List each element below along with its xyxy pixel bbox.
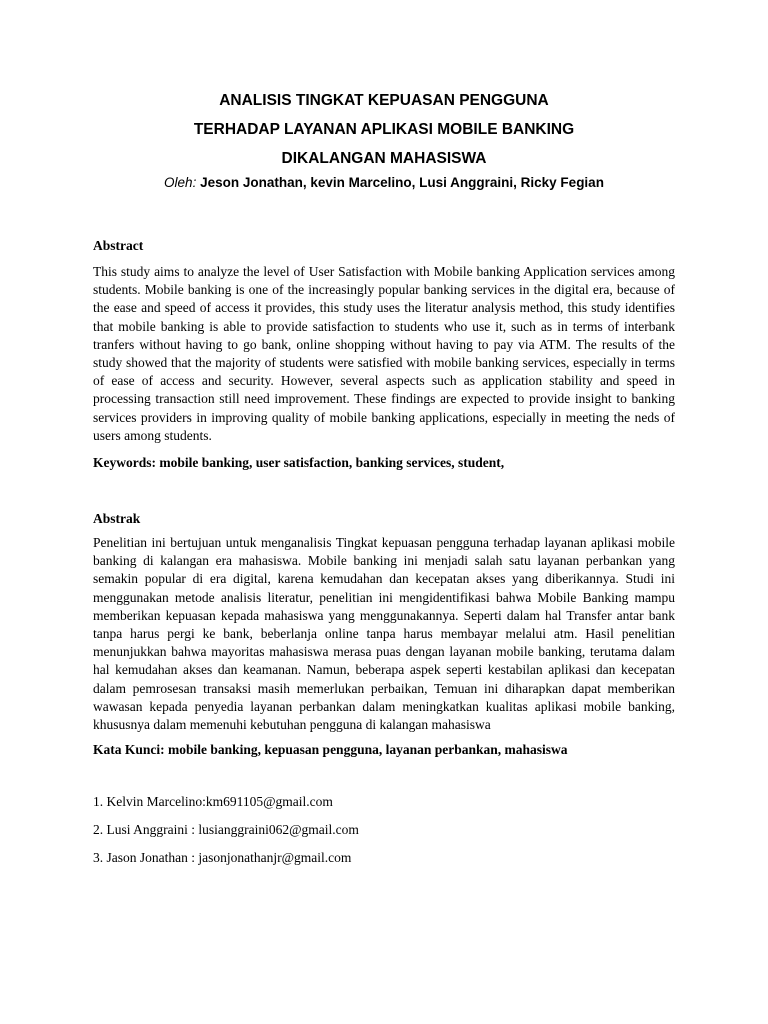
title-line-3: DIKALANGAN MAHASISWA [281,150,487,167]
author-line [93,173,675,193]
abstrak-heading: Abstrak [93,511,141,527]
author-prefix: Oleh: [164,175,197,190]
author-names: Jeson Jonathan, kevin Marcelino, Lusi Anggraini, Ricky Fegian [200,175,604,190]
abstract-heading: Abstract [93,238,144,253]
title-line-1: ANALISIS TINGKAT KEPUASAN PENGGUNA [219,92,549,109]
title-line-2: TERHADAP LAYANAN APLIKASI MOBILE BANKING [193,121,575,138]
contact-item-1: 1. Kelvin Marcelino:km691105@gmail.com [93,794,333,810]
paper-title [93,86,675,173]
keywords: Keywords: mobile banking, user satisfaction, banking services, student, [93,455,505,471]
kata-kunci: Kata Kunci: mobile banking, kepuasan pengguna, layanan perbankan, mahasiswa [93,742,568,758]
contact-item-3: 3. Jason Jonathan : jasonjonathanjr@gmail.com [93,850,352,866]
contact-item-2: 2. Lusi Anggraini : lusianggraini062@gmail.com [93,822,359,838]
paper-page [93,86,675,877]
abstract-text: This study aims to analyze the level of User Satisfaction with Mobile banking Application services among students. Mobile banking is one of the increasingly popular banking services in the digital era, because of the ease and speed of access it provides, this study uses the literatur analysis method, this study identifies that mobile banking is able to provide satisfaction to students who use it, such as in terms of interbank tranfers without having to go bank, online shopping without having to pay via ATM. The results of the study showed that the majority of students were satisfied with mobile banking services, especially in terms of ease of access and security. However, several aspects such as application stability and speed in processing transaction still need improvement. These findings are expected to provide insight to banking services providers in improving quality of mobile banking applications, especially in meeting the neds of users among students. [93,264,675,443]
abstrak-text: Penelitian ini bertujuan untuk menganalisis Tingkat kepuasan pengguna terhadap layanan aplikasi mobile banking di kalangan era mahasiswa. Mobile banking ini menjadi salah satu layanan perbankan yang semakin popular di era digital, karena kemudahan dan kecepatan akses yang diberikannya. Studi ini menggunakan metode analisis literatur, penelitian ini mengidentifikasi bahwa Mobile Banking mampu memberikan kepuasan kepada mahasiswa yang menggunakannya. Seperti dalam hal Transfer antar bank tanpa harus pergi ke bank, beberlanja online tanpa harus membayar melalui atm. Hasil penelitian menunjukkan bahwa mayoritas mahasiswa merasa puas dengan layanan mobile banking, terutama dalam hal kemudahan akses dan keamanan. Namun, beberapa aspek seperti kestabilan aplikasi dan kecepatan dalam pemrosesan transaksi masih memerlukan perbaikan, Temuan ini diharapkan dapat memberikan wawasan kepada penyedia layanan perbankan dalam meningkatkan kualitas aplikasi mobile banking, khususnya dalam memenuhi kebutuhan pengguna di kalangan mahasiswa [93,535,675,733]
author-contact-list [93,793,675,867]
